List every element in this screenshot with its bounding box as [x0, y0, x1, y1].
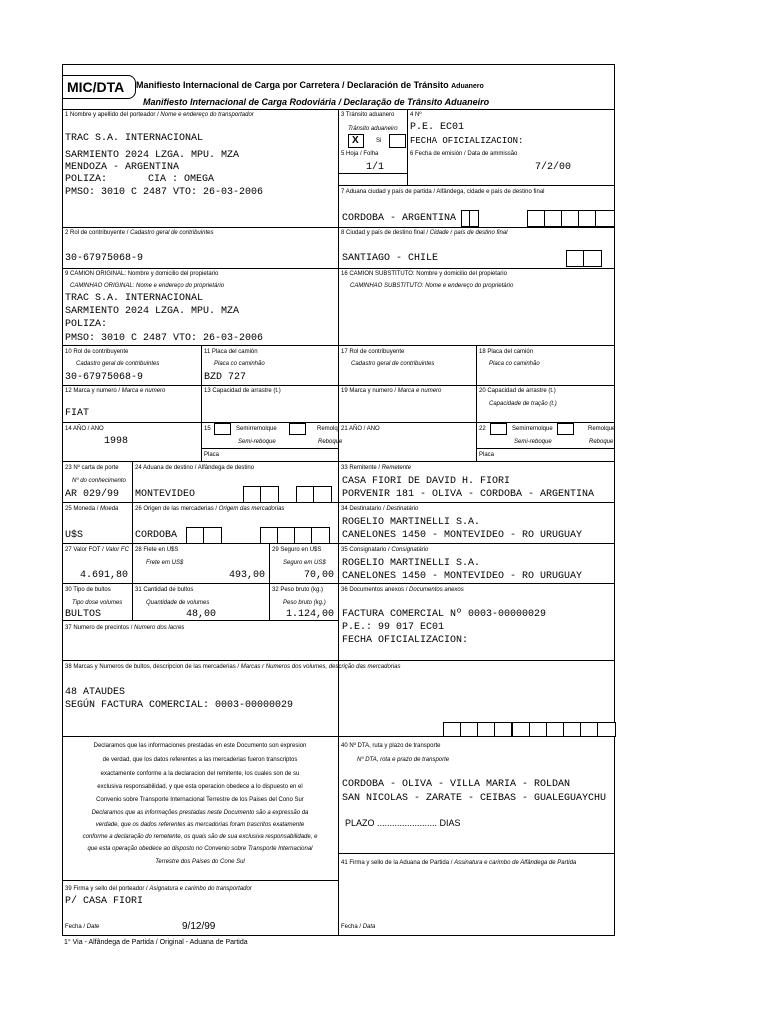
f9-line-3: POLIZA: [65, 319, 108, 330]
f22-num: 22 [479, 426, 486, 432]
f15-semi-checkbox[interactable] [214, 423, 231, 435]
f34-line-2: CANELONES 1450 - MONTEVIDEO - RO URUGUAY [342, 530, 583, 541]
f17-label: 17 Rol de contribuyente [341, 349, 405, 355]
f27-label: 27 Valor FOT / Valor FC [65, 547, 129, 553]
f33-line-1: CASA FIORI DE DAVID H. FIORI [342, 476, 511, 487]
f38-line-2: SEGÚN FACTURA COMERCIAL: 0003-00000029 [65, 700, 294, 711]
f17-label-pt: Cadastro geral de contribuintes [351, 361, 435, 367]
form-code: MIC/DTA [67, 79, 125, 95]
f15-num: 15 [204, 426, 211, 432]
fecha-left-label: Fecha / Date [65, 924, 100, 930]
f22-placa-rule [476, 448, 615, 449]
f8-value: SANTIAGO - CHILE [342, 253, 439, 264]
f7-label: 7 Aduana ciudad y país de partida / Alfândega, cidade e país de destino final [341, 189, 545, 195]
fecha-left-value: 9/12/99 [182, 921, 216, 932]
f30-label-pt: Tipo dose volumes [72, 600, 123, 606]
f23-value: AR 029/99 [65, 489, 120, 500]
frame-right [614, 64, 615, 936]
fecha-right-label: Fecha / Data [341, 924, 376, 930]
f34-label: 34 Destinatario / Destinatário [341, 506, 419, 512]
f1-pmso: PMSO: 3010 C 2487 VTO: 26-03-2006 [65, 187, 264, 198]
f1-cia: CIA : OMEGA [148, 174, 215, 185]
f40-plazo: PLAZO ........................ DIAS [345, 818, 461, 828]
f1-line-2: SARMIENTO 2024 LZGA. MPU. MZA [65, 150, 240, 161]
f32-value: 1.124,00 [285, 609, 334, 620]
frame-left [62, 64, 63, 936]
declaration-pt-1: Declaramos que as informações prestadas neste Documento são a expressão da [91, 810, 309, 816]
rule-f10-f11 [201, 345, 202, 461]
f23-label: 23 Nº carta de porte [65, 465, 119, 471]
f11-value: BZD 727 [204, 372, 247, 383]
f19-label: 19 Marca y numero / Marca e numero [341, 388, 442, 394]
f1-poliza-label: POLIZA: [65, 174, 108, 185]
f31-label: 31 Cantidad de bultos [135, 587, 194, 593]
f26-label: 26 Origen de las mercaderias / Origem das mercadorias [135, 506, 285, 512]
f26-value: CORDOBA [135, 530, 178, 541]
f35-label: 35 Consignatario / Consignatário [341, 547, 429, 553]
f36-label: 36 Documentos anexos / Documentos anexos [341, 587, 464, 593]
f26-code-boxes [186, 527, 339, 544]
f21-label: 21 AÑO / ANO [341, 426, 380, 432]
f24-value: MONTEVIDEO [135, 489, 196, 500]
declaration-es-4: exclusiva responsabilidad, y que esta operacion obedece a lo dispuesto en el [97, 784, 303, 790]
f36-line-3: FECHA OFICIALIZACION: [342, 635, 469, 646]
f33-line-2: PORVENIR 181 - OLIVA - CORDOBA - ARGENTINA [342, 489, 595, 500]
f3-checkbox-2[interactable] [389, 134, 406, 148]
f15-reboque: Reboque [318, 439, 343, 445]
mic-dta-box [62, 75, 136, 99]
f22-reboque: Reboque [589, 439, 614, 445]
f3-label: 3 Tránsito aduanero [341, 112, 395, 118]
f39-value: P/ CASA FIORI [65, 896, 144, 907]
f38-label: 38 Marcas y Numeros de bultos, descripcion de las mercaderias / Marcas r Numeros dos volumes, descrição das mercadorias [65, 664, 401, 670]
f30-label: 30 Tipo de bultos [65, 587, 111, 593]
f3-si: Si [376, 138, 382, 144]
f6-value: 7/2/00 [535, 162, 572, 173]
f1-line-1: TRAC S.A. INTERNACIONAL [65, 133, 204, 144]
f33-label: 33 Remitente / Remetente [341, 465, 412, 471]
declaration-es-1: Declaramos que las informaciones prestadas en este Documento son expresion [93, 743, 307, 749]
rule-f3-f4 [407, 109, 408, 185]
f22-semi-checkbox[interactable] [490, 423, 507, 435]
f9-label: 9 CAMION ORIGINAL: Nombre y domicilio del propietario [65, 271, 219, 277]
f15-remolq: Remolq [317, 426, 338, 432]
f31-label-pt: Quantidade de volumes [146, 600, 210, 606]
rule-r15 [62, 880, 339, 881]
f4-value: P.E. EC01 [410, 122, 465, 133]
declaration-es-2: de verdad, que los datos referentes a las mercaderias fueron transcriptos [102, 757, 298, 763]
f15-placa: Placa [204, 452, 220, 458]
declaration-es-3: exactamente conforme a la declaracion del remitente, los cuales son de su [100, 771, 300, 777]
f15-placa-rule [201, 448, 338, 449]
f32-label: 32 Peso bruto (kg.) [272, 587, 324, 593]
f38-code-boxes [443, 722, 615, 737]
declaration-pt-4: que esta operação obedece ao disposto no Convenio sobre Transporte Internacional [87, 846, 313, 852]
f22-remolq-checkbox[interactable] [557, 423, 574, 435]
f31-value: 48,00 [185, 609, 216, 620]
f29-value: 70,00 [303, 570, 334, 581]
f25-value: U$S [65, 530, 84, 541]
f10-value: 30-67975068-9 [65, 372, 144, 383]
f40-label: 40 Nº DTA, ruta y plazo de transporte [341, 743, 441, 749]
f12-value: FIAT [65, 408, 90, 419]
f3-label-pt: Trânsito aduaneiro [348, 126, 398, 132]
frame-top [62, 64, 615, 65]
f2-value: 30-67975068-9 [65, 253, 144, 264]
rule-r14 [339, 853, 615, 854]
f11-label-pt: Placa co caminhão [214, 361, 265, 367]
f40-line-1: CORDOBA - OLIVA - VILLA MARIA - ROLDAN [342, 779, 571, 790]
f40-line-2: SAN NICOLAS - ZARATE - CEIBAS - GUALEGUAYCHU [342, 793, 607, 804]
f8-code-boxes [566, 250, 614, 267]
form-title-es: Manifiesto Internacional de Carga por Carretera / Declaración de Tránsito Aduanero [136, 80, 484, 90]
f11-label: 11 Placa del camión [204, 349, 258, 355]
rule-f23-f24 [132, 461, 133, 620]
f20-label-pt: Capacidade de tração (t.) [489, 401, 557, 407]
f15-remolq-checkbox[interactable] [289, 423, 306, 435]
f35-line-1: ROGELIO MARTINELLI S.A. [342, 558, 481, 569]
f22-remolq: Remolque [588, 426, 616, 432]
f10-label-pt: Cadastro geral de contribuintes [76, 361, 160, 367]
f9-line-4: PMSO: 3010 C 2487 VTO: 26-03-2006 [65, 333, 264, 344]
declaration-es-5: Convenio sobre Transporte Internacional Terrestre de los Paises del Cono Sur [96, 797, 304, 803]
f9-line-2: SARMIENTO 2024 LZGA. MPU. MZA [65, 306, 240, 317]
f13-label: 13 Capacidad de arrastre (t.) [204, 388, 281, 394]
f1-label: 1 Nombre y apellido del porteador / Nome e endereço do transportador [65, 112, 254, 118]
f28-label-pt: Frete em US$ [146, 560, 184, 566]
f24-code-boxes [243, 486, 339, 503]
f22-placa: Placa [479, 452, 495, 458]
f27-value: 4.691,80 [79, 570, 128, 581]
f15-semi-pt: Semi-reboque [238, 439, 276, 445]
f22-semi: Semirremolque [512, 426, 553, 432]
f4-fecha: FECHA OFICIALIZACION: [410, 136, 524, 146]
f16-label: 16 CAMION SUBSTITUTO: Nombre y domicilio del propietario [341, 271, 507, 277]
f1-line-3: MENDOZA - ARGENTINA [65, 162, 180, 173]
f16-label-pt: CAMINHAO SUBSTITUTO: Nome e endereço do proprietário [350, 283, 514, 289]
f40-label-pt: Nº DTA, rota e prazo de transporte [357, 757, 450, 763]
declaration-pt-3: conforme a declaração do remetente, os quais são de sua exclusiva responsabilidade, e [82, 834, 318, 840]
rule-f5-bottom [338, 185, 615, 186]
f39-label: 39 Firma y sello del porteador / Asignatura e carimbo do transportador [65, 886, 252, 892]
f10-label: 10 Rol de contribuyente [65, 349, 129, 355]
declaration-pt-2: verdade, que os dados referentes as mercadorias foram trascritos exatamente [95, 822, 305, 828]
f9-line-1: TRAC S.A. INTERNACIONAL [65, 293, 204, 304]
f35-line-2: CANELONES 1450 - MONTEVIDEO - RO URUGUAY [342, 571, 583, 582]
f12-label: 12 Marca y numero / Marca e numero [65, 388, 166, 394]
f7-value: CORDOBA - ARGENTINA [342, 213, 457, 224]
rule-f17-f18 [476, 345, 477, 461]
footer-note: 1° Via - Alfândega de Partida / Original - Aduana de Partida [64, 939, 248, 946]
f6-label: 6 Fecha de emisión / Data de ammissão [410, 151, 518, 157]
f20-label: 20 Capacidad de arrastre (t.) [479, 388, 556, 394]
f28-value: 493,00 [228, 570, 265, 581]
f14-label: 14 AÑO / ANO [65, 426, 104, 432]
f3-checkbox[interactable] [348, 134, 364, 148]
f22-semi-pt: Semi-reboque [514, 439, 552, 445]
f5-label: 5 Hoja / Folha [341, 151, 379, 157]
f14-value: 1998 [104, 436, 129, 447]
form-title-pt: Manifiesto Internacional de Carga Rodoviária / Declaração de Trânsito Aduaneiro [143, 97, 490, 107]
f25-label: 25 Moneda / Moeda [65, 506, 119, 512]
f37-label: 37 Numero de precintos / Numero dos lacres [65, 625, 185, 631]
f23-label-pt: Nº do conhecimento [72, 478, 126, 484]
rule-mid [338, 109, 339, 936]
f18-label-pt: Placa co caminhão [489, 361, 540, 367]
f29-label: 29 Seguro en U$S [272, 547, 322, 553]
f36-line-1: FACTURA COMERCIAL Nº 0003-00000029 [342, 609, 547, 620]
f24-label: 24 Aduana de destino / Alfândega de destino [135, 465, 255, 471]
f4-label: 4 Nº [410, 112, 422, 118]
f18-label: 18 Placa del camión [479, 349, 534, 355]
f36-line-2: P.E.: 99 017 EC01 [342, 622, 445, 633]
f2-label: 2 Rol de contribuyente / Cadastro geral de contribuintes [65, 230, 214, 236]
f15-semi: Semirremolque [236, 426, 277, 432]
f30-value: BULTOS [65, 609, 102, 620]
f7-code-boxes [461, 210, 614, 227]
f5-value: 1/1 [366, 162, 385, 173]
f8-label: 8 Ciudad y país de destino final / Cidade r país de destino final [341, 230, 508, 236]
declaration-pt-5: Terrestre dos Paises do Cone Sul [155, 859, 245, 865]
f9-label-pt: CAMINHAO ORIGINAL: Nome e endereço do proprietário [70, 283, 225, 289]
f3-check-mark: X [352, 135, 359, 146]
f34-line-1: ROGELIO MARTINELLI S.A. [342, 517, 481, 528]
f41-label: 41 Firma y sello de la Aduana de Partida / Assinatura e carimbo de Alfândega de Partida [341, 860, 577, 866]
f38-line-1: 48 ATAUDES [65, 687, 126, 698]
f29-label-pt: Seguro em US$ [283, 560, 326, 566]
f32-label-pt: Peso bruto (kg.) [283, 600, 326, 606]
f28-label: 28 Flete en U$S [135, 547, 179, 553]
